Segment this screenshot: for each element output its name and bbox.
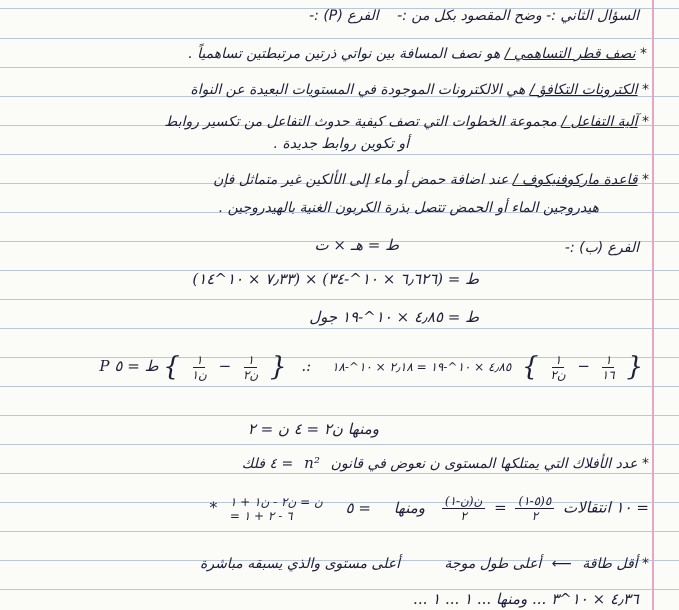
- energy-left: أقل طاقة: [582, 556, 638, 572]
- definition-3: [164, 114, 649, 130]
- definition-term: نصف قطر التساهمي /: [504, 46, 636, 62]
- and-text: ومنها: [393, 498, 426, 517]
- bottom-text: ٤٫٣٦ × ١٠^٣ ... ومنها ... ١ ... ١ ...: [413, 590, 639, 608]
- rydberg-equation: { $\frac{١}{١٦}$ − $\frac{١}{\text{ن٢}}$ } ٤٫٨٥ × ١٠^-١٩ = ٢٫١٨ × ١٠^-١٨ :. { $\frac{١}{\text{ن٢}}$ − $\frac{١}{\text{ن١}}$ } ط = ٥ P: [99, 352, 643, 382]
- transitions-final: = ١٠ انتقالات: [563, 498, 649, 517]
- fraction: $\frac{١}{\text{ن٢}}$: [242, 352, 259, 382]
- fraction: $\frac{\text{ن(ن-١)}}{٢}$: [442, 494, 486, 523]
- definition-text: هو نصف المسافة بين نواتي ذرتين مرتبطتين تساهمياً .: [188, 46, 501, 62]
- formula-line-2: ط = (٦٫٦٢٦ × ١٠^-٣٤) × (٧٫٣٣ × ١٠^١٤): [192, 270, 479, 288]
- definition-text: أو تكوين روابط جديدة .: [273, 136, 409, 152]
- transitions-line: = ١٠ انتقالات $\frac{٥(٥-١)}{٢}$ = $\frac{\text{ن(ن-١)}}{٢}$ ومنها = ٥ ن = ن٢ - ن١ + ١ = ٦ - ٢ + ١ *: [209, 494, 649, 523]
- arrow-icon: ⟵: [551, 556, 572, 572]
- rydberg-result: [248, 420, 379, 438]
- fraction: $\frac{٥(٥-١)}{٢}$: [515, 494, 554, 523]
- bottom-cut-line: [413, 590, 639, 608]
- definition-text: مجموعة الخطوات التي تصف كيفية حدوث التفاعل من تكسير روابط: [164, 114, 557, 130]
- margin-line: [652, 0, 654, 610]
- energy-formula: [314, 236, 399, 254]
- orbitals-line: [242, 454, 649, 472]
- right-brace: }: [522, 352, 539, 382]
- definition-term: قاعدة ماركوفنيكوف /: [512, 172, 638, 188]
- part-label: الفرع (P) :-: [309, 8, 379, 24]
- right-brace: }: [163, 352, 180, 382]
- fraction: $\frac{١}{\text{ن٢}}$: [550, 352, 566, 382]
- formula-line-1: ط = هـ × ت: [314, 236, 399, 254]
- left-brace: {: [270, 352, 287, 382]
- bullet-star: *: [209, 498, 218, 517]
- definition-4-continued: [219, 200, 599, 216]
- energy-right: أعلى مستوى والذي يسبقه مباشرة: [200, 556, 400, 572]
- fraction: $\frac{١}{\text{ن١}}$: [191, 352, 207, 382]
- definition-text: هي الالكترونات الموجودة في المستويات البعيدة عن النواة: [190, 82, 526, 98]
- bullet-star: *: [637, 456, 649, 472]
- part-b-label: [565, 240, 639, 256]
- definition-term: الكترونات التكافؤ /: [529, 82, 638, 98]
- energy-substitution: [192, 270, 479, 288]
- rydberg-middle: ٤٫٨٥ × ١٠^-١٩ = ٢٫١٨ × ١٠^-١٨: [331, 360, 512, 374]
- transitions-count: = ٥: [345, 498, 371, 517]
- definition-text: هيدروجين الماء أو الحمض تتصل بذرة الكربون الغنية بالهيدروجين .: [218, 200, 599, 216]
- definition-text: عند اضافة حمض أو ماء إلى الألكين غير متماثل فإن: [213, 172, 509, 188]
- left-brace: {: [626, 352, 643, 382]
- therefore-symbol: :.: [301, 357, 312, 375]
- orbitals-formula: n²: [304, 454, 321, 472]
- rydberg-lhs: ط = ٥ P: [99, 357, 159, 375]
- energy-middle: أعلى طول موجة: [444, 556, 542, 572]
- bullet-star: *: [637, 556, 649, 572]
- part-b-title: الفرع (ب) :-: [564, 240, 639, 256]
- orbitals-result: = ٤ فلك: [241, 456, 294, 472]
- result-text: ومنها ن٢ = ٤ ن = ٢: [247, 420, 379, 438]
- definition-2: [190, 82, 649, 98]
- question-header: [309, 8, 639, 24]
- definition-4: [213, 172, 649, 188]
- bullet-star: *: [637, 82, 649, 98]
- formula-line-3: ط = ٤٫٨٥ × ١٠^-١٩ جول: [309, 308, 479, 326]
- transitions-work: ن = ن٢ - ن١ + ١ = ٦ - ٢ + ١: [229, 494, 323, 523]
- definition-term: آلية التفاعل /: [561, 114, 638, 130]
- definition-3-continued: [274, 136, 410, 152]
- question-label: السؤال الثاني :- وضح المقصود بكل من :-: [397, 8, 639, 24]
- fraction: $\frac{١}{١٦}$: [601, 352, 615, 382]
- bullet-star: *: [635, 46, 647, 62]
- definition-1: [188, 46, 647, 62]
- orbitals-text: عدد الأفلاك التي يمتلكها المستوى ن نعوض في قانون: [330, 456, 638, 472]
- energy-relation-line: [200, 556, 649, 572]
- energy-result: [309, 308, 479, 326]
- bullet-star: *: [637, 114, 649, 130]
- bullet-star: *: [637, 172, 649, 188]
